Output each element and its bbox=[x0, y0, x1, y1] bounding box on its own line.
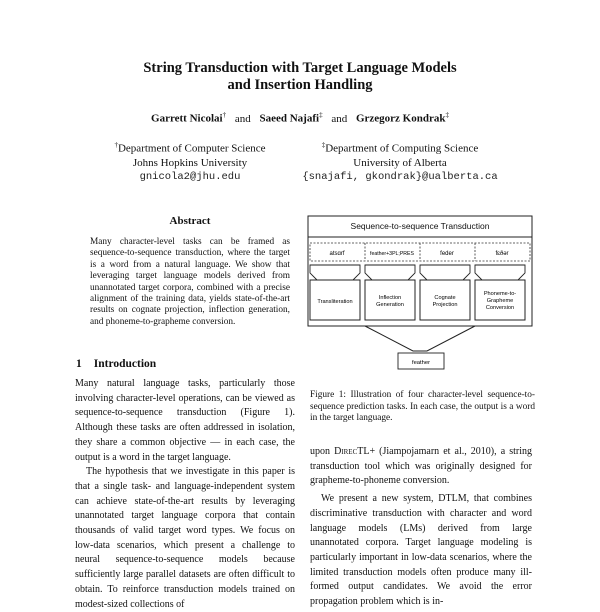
abstract-heading: Abstract bbox=[169, 215, 211, 227]
section-title: Introduction bbox=[93, 358, 157, 370]
task-label: Phoneme-to- bbox=[483, 291, 517, 297]
affiliation-univ: University of Alberta bbox=[353, 156, 447, 169]
task-label: Generation bbox=[376, 302, 404, 308]
task-transliteration bbox=[310, 265, 360, 320]
title-line-1: String Transduction with Target Language Models bbox=[143, 60, 457, 76]
affiliation-1 bbox=[95, 138, 285, 184]
and-word: and bbox=[234, 112, 251, 125]
task-p2g bbox=[475, 265, 525, 320]
figure-1 bbox=[305, 213, 535, 373]
affiliation-email[interactable]: gnicola2@jhu.edu bbox=[139, 170, 241, 183]
abstract-text: Many character-level tasks can be framed as sequence-to-sequence transduction, where the target is a word from a natural language. We show that leveraging target language models derived from unannotated target corpora, combined with a precise alignment of the training data, yields state-of-the-art results on cognate projection, inflection generation, and phoneme-to-grapheme conversion. bbox=[90, 237, 290, 327]
input-label: fɛðər bbox=[495, 251, 509, 257]
direct-tl-system: DirecTL+ bbox=[334, 446, 376, 457]
affiliation-univ: Johns Hopkins University bbox=[132, 156, 248, 169]
affiliation-mark: ‡ bbox=[321, 141, 326, 149]
task-cognate bbox=[420, 265, 470, 320]
title-line-2: and Insertion Handling bbox=[227, 77, 373, 93]
right-p1-before: upon bbox=[310, 446, 335, 457]
affiliation-dept: Department of Computer Science bbox=[117, 142, 266, 155]
author-list bbox=[0, 111, 600, 125]
figure-caption: Figure 1: Illustration of four character-level sequence-to-sequence prediction tasks. In each case, the output is a word in the target language. bbox=[310, 390, 535, 424]
affiliation-email[interactable]: {snajafi, gkondrak}@ualberta.ca bbox=[302, 170, 498, 183]
output-funnel bbox=[365, 326, 475, 351]
output-label: feather bbox=[411, 360, 431, 366]
affiliation-2 bbox=[285, 138, 515, 184]
funnel-shape bbox=[475, 265, 525, 280]
author-mark: ‡ bbox=[319, 111, 323, 119]
funnel-shape bbox=[420, 265, 470, 280]
intro-paragraph-2: The hypothesis that we investigate in this paper is that a single task- and language-independent system can achieve state-of-the-art results by leveraging unannotated target language corpora that contain thousands of valid target word types. We focus on low-data scenarios, which present a challenge to neural sequence-to-sequence models because sufficiently large parallel datasets are often difficult to obtain. To reinforce transduction models trained on modest-sized collections of bbox=[75, 466, 295, 610]
author-mark: ‡ bbox=[445, 111, 449, 119]
input-label: feather+3PL;PRES bbox=[370, 251, 414, 257]
and-word: and bbox=[331, 112, 348, 125]
task-label: Conversion bbox=[485, 305, 515, 311]
right-paragraph-1 bbox=[310, 445, 532, 489]
funnel-shape bbox=[365, 265, 415, 280]
funnel-shape bbox=[310, 265, 360, 280]
author-name: Saeed Najafi bbox=[259, 112, 320, 125]
paper-title bbox=[0, 60, 600, 94]
section-heading bbox=[76, 358, 156, 370]
task-label: Cognate bbox=[434, 295, 456, 301]
left-column-body bbox=[75, 377, 295, 612]
section-number: 1 bbox=[76, 358, 82, 370]
intro-paragraph-1: Many natural language tasks, particularly those involving character-level operations, can be viewed as sequence-to-sequence transduction (Figure 1). Although these tasks are often addressed in isolation, they share a common objective — in each case, the output is a word in the target language. bbox=[75, 378, 295, 463]
task-inflection bbox=[365, 265, 415, 320]
task-label: Transliteration bbox=[317, 299, 353, 305]
task-label: Inflection bbox=[378, 295, 402, 301]
author-name: Grzegorz Kondrak bbox=[355, 112, 446, 125]
author-mark: † bbox=[222, 111, 227, 119]
right-p1-after: (Jiampojamarn et al., 2010), a string transduction tool which was originally designed for grapheme-to-phoneme conversion. bbox=[310, 446, 532, 487]
affiliation-mark: † bbox=[114, 141, 118, 149]
right-column-body bbox=[310, 445, 532, 610]
figure-title: Sequence-to-sequence Transduction bbox=[350, 221, 490, 231]
author-name: Garrett Nicolai bbox=[151, 112, 223, 125]
task-label: Grapheme bbox=[486, 298, 514, 304]
right-paragraph-2: We present a new system, DTLM, that combines discriminative transduction with character and word language models (LMs) derived from large unannotated corpora. Target language modeling is particularly important in low-data scenarios, where the limited transduction models often produce many ill-formed output candidates. We avoid the error propagation problem which is in- bbox=[310, 493, 532, 608]
input-label: feder bbox=[440, 251, 454, 257]
task-label: Projection bbox=[432, 302, 458, 308]
affiliation-dept: Department of Computing Science bbox=[325, 142, 479, 155]
input-label: atsɑrf bbox=[329, 251, 345, 257]
